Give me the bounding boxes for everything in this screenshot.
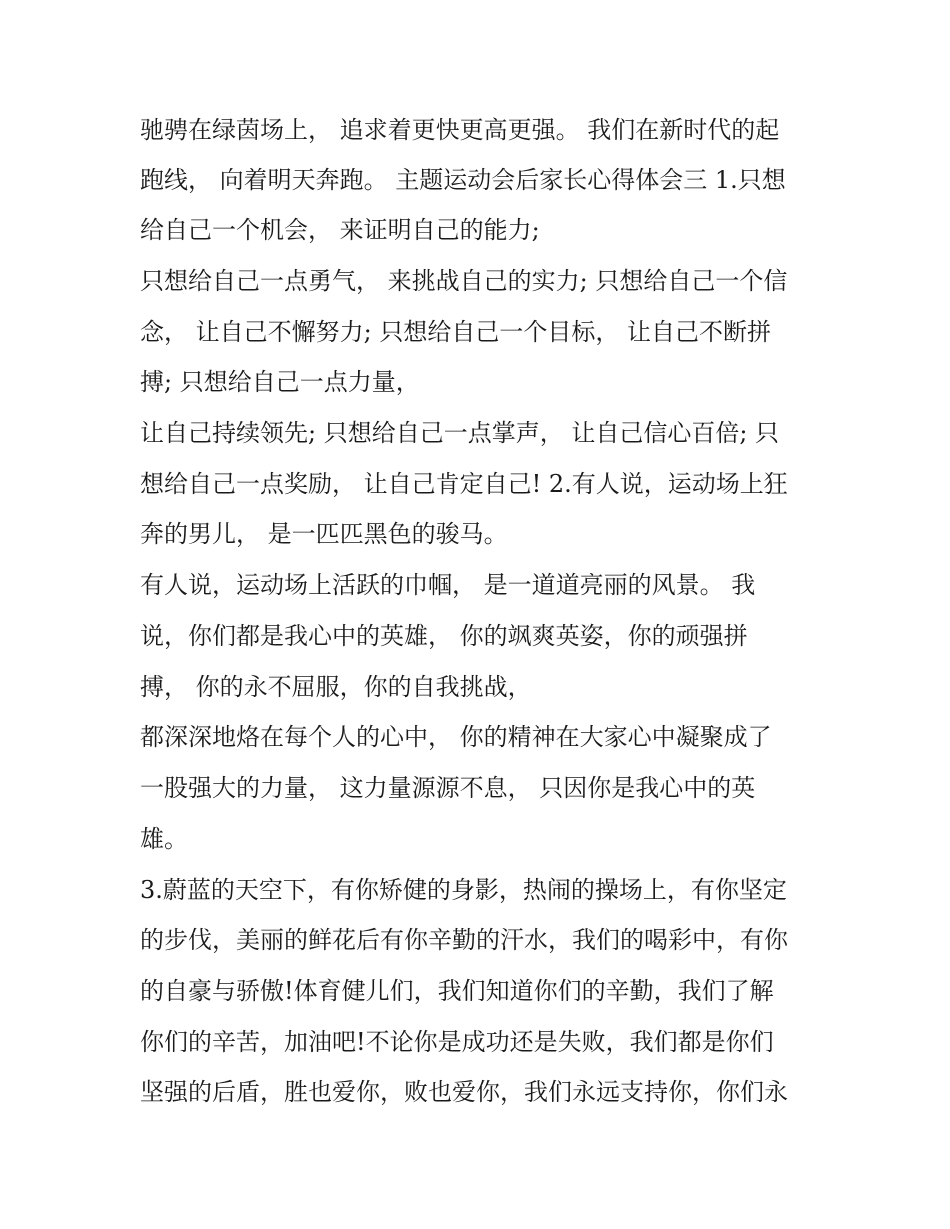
text-line: 奔的男儿， 是一匹匹黑色的骏马。: [140, 520, 508, 548]
text-line: 有人说，运动场上活跃的巾帼， 是一道道亮丽的风景。 我: [140, 571, 756, 599]
text-line: 念， 让自己不懈努力; 只想给自己一个目标， 让自己不断拼: [140, 318, 771, 346]
text-line: 都深深地烙在每个人的心中， 你的精神在大家心中凝聚成了: [140, 723, 772, 751]
text-line: 雄。: [140, 825, 188, 853]
text-line: 你们的辛苦，加油吧!不论你是成功还是失败，我们都是你们: [140, 1028, 774, 1056]
text-line: 的自豪与骄傲!体育健儿们，我们知道你们的辛勤，我们了解: [140, 977, 774, 1005]
text-line: 一股强大的力量， 这力量源源不息， 只因你是我心中的英: [140, 774, 756, 802]
text-line: 驰骋在绿茵场上， 追求着更快更高更强。 我们在新时代的起: [140, 116, 780, 144]
text-line: 搏; 只想给自己一点力量，: [140, 368, 420, 396]
text-line: 的步伐，美丽的鲜花后有你辛勤的汗水，我们的喝彩中，有你: [140, 926, 788, 954]
text-line: 想给自己一点奖励， 让自己肯定自己! 2.有人说，运动场上狂: [140, 470, 788, 498]
text-line: 让自己持续领先; 只想给自己一点掌声， 让自己信心百倍; 只: [140, 419, 780, 447]
text-line: 跑线， 向着明天奔跑。 主题运动会后家长心得体会三 1.只想: [140, 166, 786, 194]
text-line: 搏， 你的永不屈服，你的自我挑战，: [140, 673, 532, 701]
text-line: 只想给自己一点勇气， 来挑战自己的实力; 只想给自己一个信: [140, 267, 788, 295]
text-line: 给自己一个机会， 来证明自己的能力;: [140, 216, 540, 244]
text-line: 3.蔚蓝的天空下，有你矫健的身影，热闹的操场上，有你坚定: [140, 876, 787, 904]
text-line: 说，你们都是我心中的英雄， 你的飒爽英姿，你的顽强拼: [140, 622, 748, 650]
text-line: 坚强的后盾，胜也爱你，败也爱你，我们永远支持你，你们永: [140, 1078, 788, 1106]
